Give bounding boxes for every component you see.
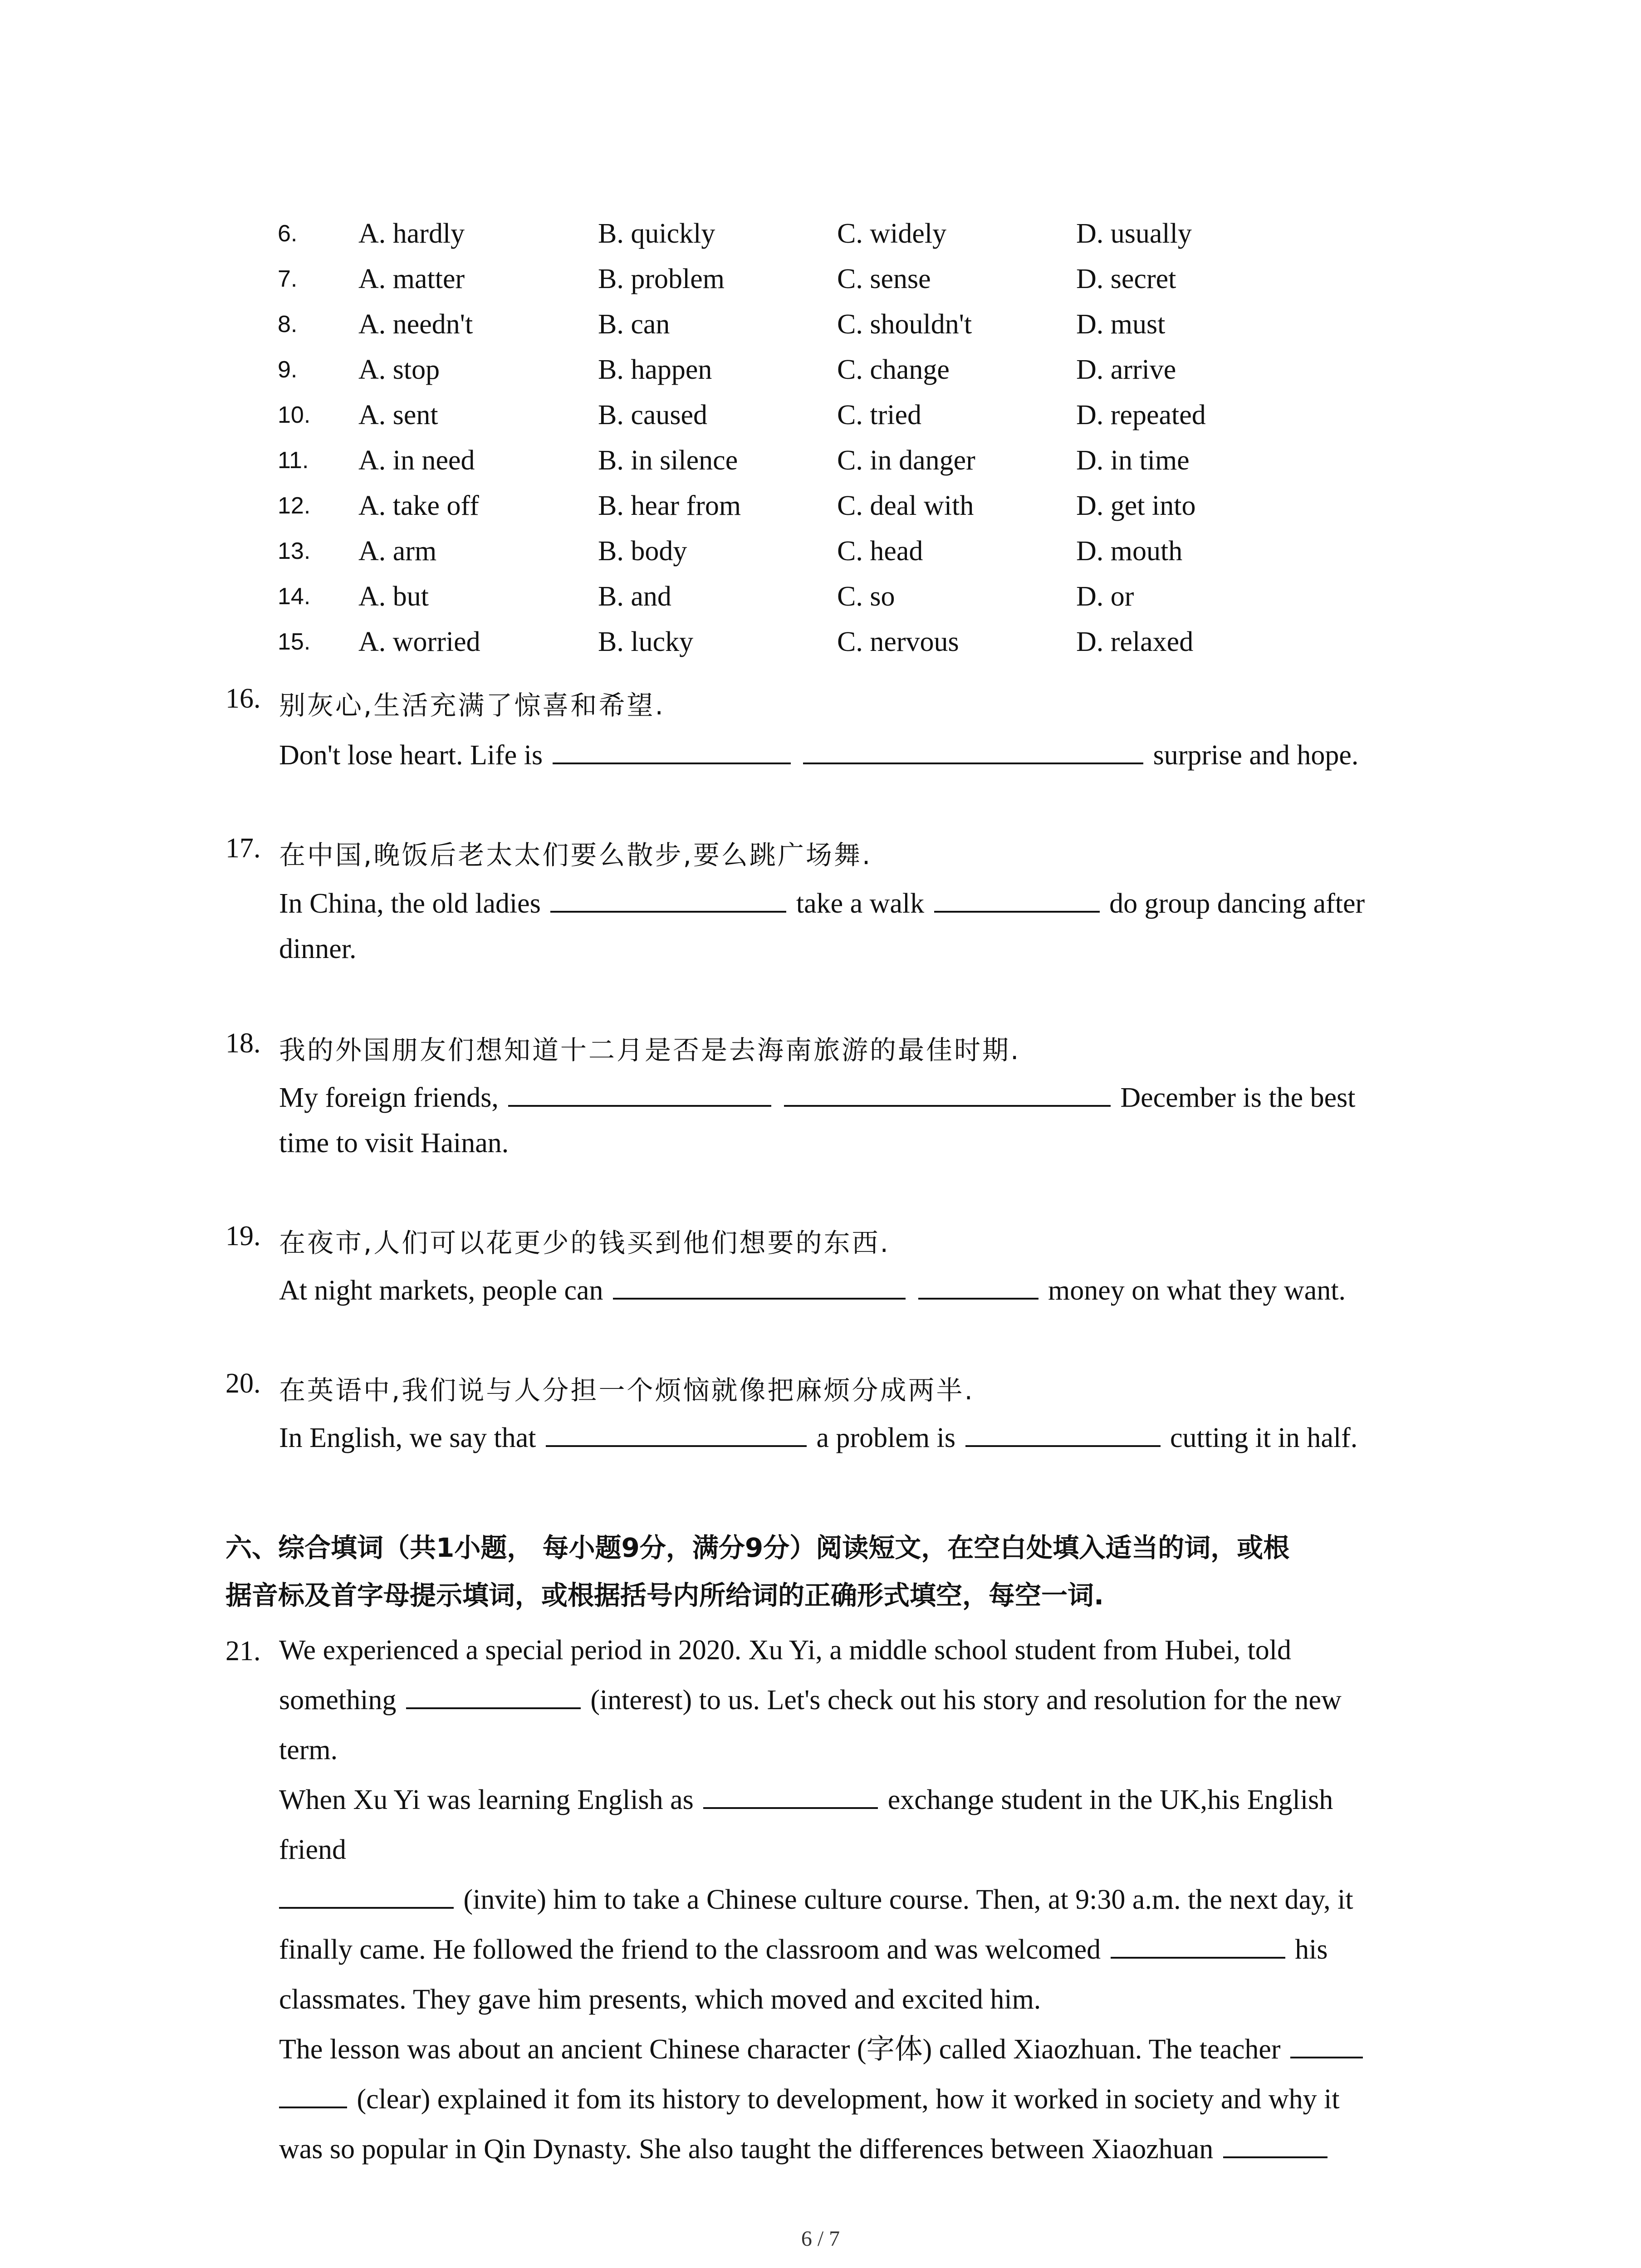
text: was so popular in Qin Dynasty. She also taught the differences between Xiaozhuan — [279, 2134, 1214, 2165]
section-heading — [225, 1524, 1460, 1619]
answer-blank[interactable] — [703, 1781, 878, 1809]
question-english — [279, 1075, 1356, 1120]
answer-blank[interactable] — [965, 1419, 1161, 1447]
option-b[interactable]: B. in silence — [598, 445, 738, 476]
answer-blank[interactable] — [550, 885, 786, 913]
option-b[interactable]: B. problem — [598, 264, 725, 294]
option-c[interactable]: C. change — [837, 354, 950, 385]
question-chinese: 在中国,晚饭后老太太们要么散步,要么跳广场舞. — [279, 840, 872, 870]
text: exchange student in the UK,his English — [887, 1784, 1333, 1815]
option-c[interactable]: C. tried — [837, 400, 921, 430]
text: his — [1295, 1934, 1328, 1965]
section-heading-line: 六、综合填词（共1小题， 每小题9分，满分9分）阅读短文，在空白处填入适当的词，或根 — [225, 1532, 1290, 1563]
answer-blank[interactable] — [279, 1881, 454, 1909]
page-number: 6 / 7 — [801, 2227, 840, 2251]
question-number: 19. — [225, 1221, 261, 1251]
option-number: 9. — [278, 357, 298, 383]
passage-line — [279, 1775, 1468, 1825]
question-number: 18. — [225, 1028, 261, 1059]
option-d[interactable]: D. must — [1076, 309, 1166, 340]
question-english — [279, 1415, 1357, 1461]
option-number: 10. — [278, 402, 311, 428]
passage-line — [279, 2124, 1468, 2174]
option-b[interactable]: B. lucky — [598, 626, 694, 657]
text: a problem is — [816, 1422, 956, 1453]
text: At night markets, people can — [279, 1275, 603, 1306]
question-number: 17. — [225, 833, 261, 864]
text: take a walk — [796, 888, 925, 919]
question-english-cont: time to visit Hainan. — [279, 1128, 509, 1158]
option-number: 8. — [278, 311, 298, 337]
question-chinese: 在夜市,人们可以花更少的钱买到他们想要的东西. — [279, 1227, 890, 1258]
option-number: 6. — [278, 220, 298, 247]
passage-line — [279, 1875, 1468, 1925]
question-english-cont: dinner. — [279, 934, 357, 964]
answer-blank[interactable] — [1111, 1931, 1285, 1959]
text: When Xu Yi was learning English as — [279, 1784, 694, 1815]
option-b[interactable]: B. hear from — [598, 490, 741, 521]
option-c[interactable]: C. nervous — [837, 626, 959, 657]
option-number: 14. — [278, 583, 311, 610]
question-chinese: 我的外国朋友们想知道十二月是否是去海南旅游的最佳时期. — [279, 1035, 1021, 1066]
text: (clear) explained it fom its history to development, how it worked in society and why it — [357, 2084, 1340, 2115]
passage-line — [279, 1675, 1468, 1725]
option-b[interactable]: B. caused — [598, 400, 708, 430]
option-number: 15. — [278, 629, 311, 655]
section-heading-line: 据音标及首字母提示填词，或根据括号内所给词的正确形式填空，每空一词. — [225, 1580, 1104, 1611]
option-d[interactable]: D. in time — [1076, 445, 1190, 476]
text: The lesson was about an ancient Chinese character (字体) called Xiaozhuan. The teacher — [279, 2034, 1281, 2065]
option-c[interactable]: C. widely — [837, 218, 947, 249]
passage-line — [279, 1925, 1468, 1975]
option-d[interactable]: D. repeated — [1076, 400, 1206, 430]
passage-line: term. — [279, 1735, 338, 1765]
option-b[interactable]: B. happen — [598, 354, 712, 385]
answer-blank[interactable] — [546, 1419, 807, 1447]
question-chinese: 在英语中,我们说与人分担一个烦恼就像把麻烦分成两半. — [279, 1375, 975, 1406]
question-number: 16. — [225, 683, 261, 714]
answer-blank[interactable] — [1223, 2130, 1327, 2158]
question-chinese: 别灰心,生活充满了惊喜和希望. — [279, 690, 665, 721]
option-number: 7. — [278, 266, 298, 292]
passage-line: classmates. They gave him presents, which moved and excited him. — [279, 1984, 1041, 2015]
option-c[interactable]: C. sense — [837, 264, 931, 294]
option-b[interactable]: B. can — [598, 309, 670, 340]
question-english — [279, 1268, 1346, 1313]
option-a[interactable]: A. stop — [358, 354, 440, 385]
option-b[interactable]: B. body — [598, 536, 687, 567]
answer-blank[interactable] — [613, 1271, 785, 1300]
option-a[interactable]: A. in need — [358, 445, 475, 476]
option-a[interactable]: A. but — [358, 581, 429, 612]
answer-blank[interactable] — [1290, 2030, 1363, 2058]
answer-blank[interactable] — [803, 736, 1143, 764]
answer-blank[interactable] — [934, 885, 1100, 913]
option-d[interactable]: D. get into — [1076, 490, 1196, 521]
text: money on what they want. — [1048, 1275, 1346, 1306]
question-english — [279, 881, 1365, 926]
option-number: 12. — [278, 493, 311, 519]
question-number: 21. — [225, 1636, 261, 1667]
text: finally came. He followed the friend to the classroom and was welcomed — [279, 1934, 1101, 1965]
answer-blank[interactable] — [918, 1271, 1038, 1300]
option-c[interactable]: C. so — [837, 581, 895, 612]
option-a[interactable]: A. needn't — [358, 309, 473, 340]
answer-blank[interactable] — [784, 1079, 1111, 1107]
text: In English, we say that — [279, 1422, 536, 1453]
text: Don't lose heart. Life is — [279, 740, 543, 771]
option-a[interactable]: A. worried — [358, 626, 480, 657]
option-a[interactable]: A. hardly — [358, 218, 465, 249]
option-d[interactable]: D. or — [1076, 581, 1134, 612]
option-d[interactable]: D. relaxed — [1076, 626, 1194, 657]
text: My foreign friends, — [279, 1082, 499, 1113]
option-a[interactable]: A. matter — [358, 264, 465, 294]
option-d[interactable]: D. arrive — [1076, 354, 1176, 385]
option-a[interactable]: A. arm — [358, 536, 437, 567]
passage-line: We experienced a special period in 2020. Xu Yi, a middle school student from Hubei, told — [279, 1635, 1292, 1666]
answer-blank[interactable] — [279, 2080, 347, 2108]
option-number: 11. — [278, 447, 309, 474]
text: something — [279, 1685, 397, 1716]
option-a[interactable]: A. take off — [358, 490, 479, 521]
option-a[interactable]: A. sent — [358, 400, 438, 430]
passage-line: friend — [279, 1834, 347, 1865]
text: (interest) to us. Let's check out his story and resolution for the new — [590, 1685, 1342, 1716]
option-c[interactable]: C. in danger — [837, 445, 975, 476]
option-d[interactable]: D. usually — [1076, 218, 1192, 249]
option-number: 13. — [278, 538, 311, 564]
option-c[interactable]: C. head — [837, 536, 923, 567]
option-c[interactable]: C. deal with — [837, 490, 974, 521]
option-b[interactable]: B. and — [598, 581, 671, 612]
option-d[interactable]: D. secret — [1076, 264, 1176, 294]
answer-blank[interactable] — [553, 736, 791, 764]
option-d[interactable]: D. mouth — [1076, 536, 1183, 567]
text: December is the best — [1120, 1082, 1356, 1113]
option-c[interactable]: C. shouldn't — [837, 309, 972, 340]
question-english — [279, 733, 1358, 778]
passage-line — [279, 2024, 1468, 2074]
passage — [279, 1625, 1468, 2174]
text: (invite) him to take a Chinese culture course. Then, at 9:30 a.m. the next day, it — [463, 1884, 1353, 1915]
passage-line — [279, 2074, 1468, 2124]
text: surprise and hope. — [1153, 740, 1359, 771]
answer-blank[interactable] — [508, 1079, 771, 1107]
text: do group dancing after — [1109, 888, 1365, 919]
option-b[interactable]: B. quickly — [598, 218, 715, 249]
text: cutting it in half. — [1170, 1422, 1358, 1453]
answer-blank[interactable] — [785, 1271, 906, 1300]
question-number: 20. — [225, 1368, 261, 1399]
answer-blank[interactable] — [406, 1681, 581, 1709]
text: In China, the old ladies — [279, 888, 541, 919]
